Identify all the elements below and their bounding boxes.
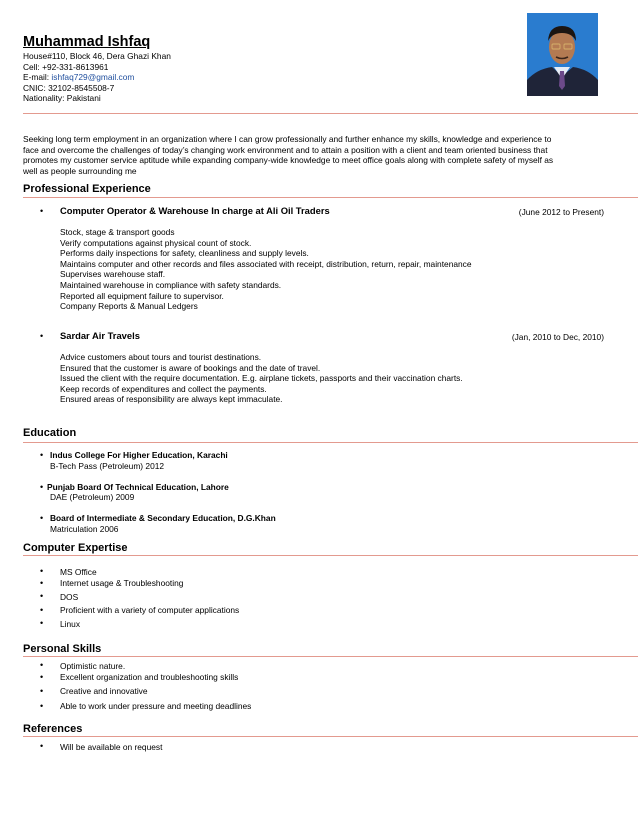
job-title: Sardar Air Travels [60, 330, 140, 341]
duty-line: Issued the client with the require documentation. E.g. airplane tickets, passports and their vaccination charts. [60, 373, 463, 384]
personal-skill: Creative and innovative [60, 686, 148, 696]
section-heading-personal: Personal Skills [23, 643, 102, 655]
school-name: Board of Intermediate & Secondary Education, D.G.Khan [50, 513, 276, 523]
bullet-icon: • [40, 206, 44, 216]
email-link[interactable]: ishfaq729@gmail.com [51, 72, 135, 83]
contact-block [23, 51, 171, 104]
duty-line: Performs daily inspections for safety, cleanliness and supply levels. [60, 248, 309, 259]
personal-skill: Able to work under pressure and meeting deadlines [60, 701, 252, 711]
duty-line: Stock, stage & transport goods [60, 227, 175, 237]
duty-line: Verify computations against physical count of stock. [60, 237, 252, 248]
bullet-icon: • [40, 672, 44, 682]
address: House#110, Block 46, Dera Ghazi Khan [23, 51, 171, 61]
objective-line: promotes my customer service aptitude while expanding company-wide knowledge to meet office goals along with complete safety of myself as [23, 155, 554, 166]
section-heading-experience: Professional Experience [23, 183, 151, 195]
section-divider [23, 442, 638, 443]
reference-note: Will be available on request [60, 742, 163, 752]
bullet-icon: • [40, 513, 44, 523]
duty-line: Maintains computer and other records and files associated with receipt, distribution, return, repair, maintenance [60, 258, 472, 269]
computer-skill: Internet usage & Troubleshooting [60, 578, 184, 588]
profile-photo-image [527, 13, 598, 96]
objective-line: well as people surrounding me [23, 165, 137, 176]
job-date: (June 2012 to Present) [518, 207, 604, 217]
job-date: (Jan, 2010 to Dec, 2010) [511, 332, 604, 342]
duty-line: Ensured areas of responsibility are always kept immaculate. [60, 394, 283, 405]
cnic: CNIC: 32102-8545508-7 [23, 82, 115, 93]
objective-line: Seeking long term employment in an organization where I can grow professionally and further enhance my skills, knowledge and experience to [23, 134, 552, 144]
duty-line: Advice customers about tours and tourist destinations. [60, 352, 262, 362]
computer-skill: Proficient with a variety of computer applications [60, 605, 240, 615]
computer-skill: Linux [60, 619, 81, 629]
job-duties [60, 227, 472, 312]
section-divider [23, 656, 638, 657]
section-heading-computer: Computer Expertise [23, 542, 128, 554]
bullet-icon: • [40, 701, 44, 711]
job-title: Computer Operator & Warehouse In charge at Ali Oil Traders [60, 205, 330, 216]
nationality: Nationality: Pakistani [23, 93, 101, 104]
bullet-icon: • [40, 741, 44, 751]
header-divider [23, 113, 638, 114]
duty-line: Supervises warehouse staff. [60, 269, 166, 280]
qualification: B-Tech Pass (Petroleum) 2012 [50, 461, 165, 471]
bullet-icon: • [40, 686, 44, 696]
career-objective [23, 134, 613, 176]
section-heading-references: References [23, 723, 83, 735]
section-divider [23, 197, 638, 198]
computer-skill: DOS [60, 592, 79, 602]
school-name: Indus College For Higher Education, Karachi [50, 450, 228, 460]
duty-line: Maintained warehouse in compliance with safety standards. [60, 279, 282, 290]
duty-line: Reported all equipment failure to supervisor. [60, 290, 224, 301]
bullet-icon: • [40, 450, 44, 460]
bullet-icon: • [40, 660, 44, 670]
bullet-icon: • [40, 566, 44, 576]
section-divider [23, 555, 638, 556]
qualification: Matriculation 2006 [50, 524, 119, 534]
bullet-icon: • [40, 482, 44, 492]
school-name: Punjab Board Of Technical Education, Lahore [47, 482, 229, 492]
bullet-icon: • [40, 578, 44, 588]
candidate-name: Muhammad Ishfaq [23, 34, 151, 50]
personal-skill: Optimistic nature. [60, 661, 126, 671]
qualification: DAE (Petroleum) 2009 [50, 492, 135, 502]
duty-line: Ensured that the customer is aware of bookings and the date of travel. [60, 362, 321, 373]
cell-phone: Cell: +92-331-8613961 [23, 61, 109, 72]
bullet-icon: • [40, 618, 44, 628]
computer-skill: MS Office [60, 567, 97, 577]
section-divider [23, 736, 638, 737]
duty-line: Keep records of expenditures and collect the payments. [60, 383, 267, 394]
personal-skill: Excellent organization and troubleshooting skills [60, 672, 239, 682]
duty-line: Company Reports & Manual Ledgers [60, 301, 198, 312]
bullet-icon: • [40, 591, 44, 601]
bullet-icon: • [40, 331, 44, 341]
objective-line: face and overcome the challenges of today’s changing work environment and to attain a position with a client and team oriented business that [23, 144, 548, 155]
profile-photo [527, 13, 598, 96]
email-line [23, 72, 171, 83]
section-heading-education: Education [23, 427, 77, 439]
bullet-icon: • [40, 605, 44, 615]
job-duties [60, 352, 463, 405]
email-label: E-mail: [23, 72, 52, 83]
